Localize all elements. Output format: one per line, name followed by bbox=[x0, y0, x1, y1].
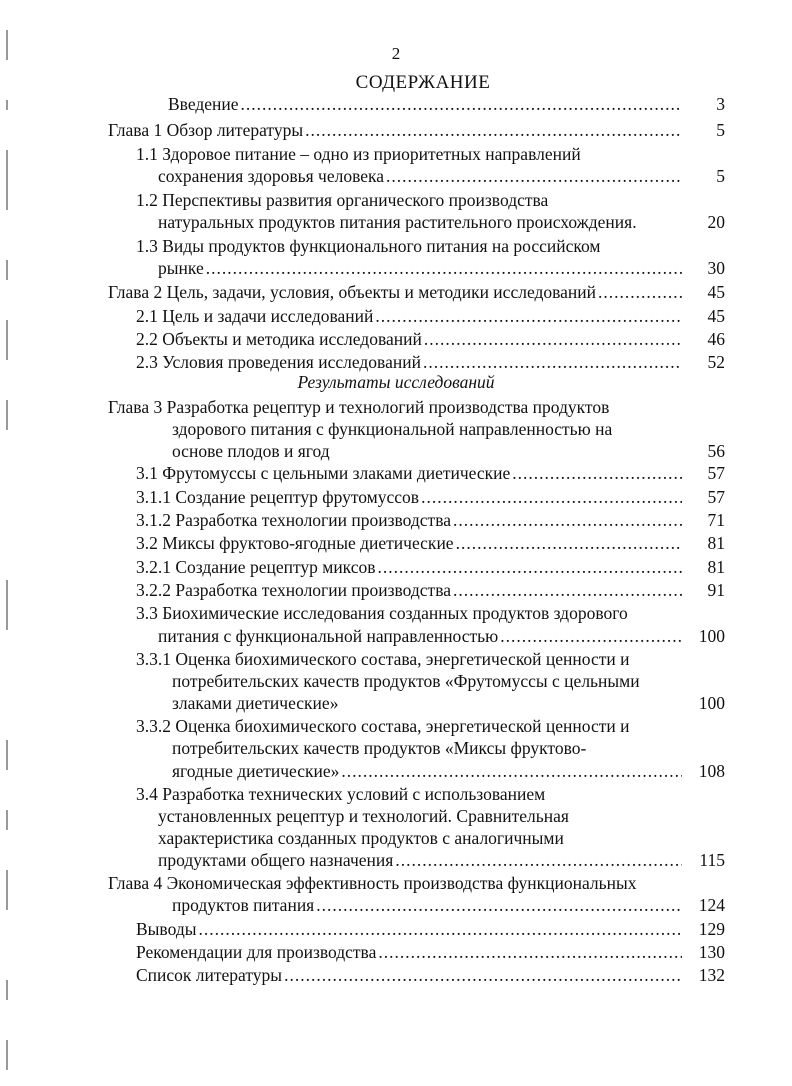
toc-entry-3-3-2 bbox=[172, 760, 684, 782]
toc-entry-chapter-1 bbox=[108, 119, 684, 141]
toc-entry-intro bbox=[168, 93, 684, 115]
toc-entry-text: сохранения здоровья человека bbox=[158, 166, 385, 186]
toc-entry-3-1-1 bbox=[136, 486, 684, 508]
toc-entry-2-2 bbox=[136, 328, 684, 350]
toc-entry-conclusions bbox=[136, 918, 684, 940]
leader-dots bbox=[395, 849, 682, 871]
toc-page-number: 57 bbox=[707, 487, 725, 507]
toc-page-number: 5 bbox=[716, 166, 725, 186]
toc-entry-text: 3.2.1 Создание рецептур миксов bbox=[136, 557, 376, 577]
toc-page-number: 115 bbox=[699, 850, 725, 870]
toc-entry-text: злаками диетические» bbox=[172, 693, 339, 713]
toc-page-number: 81 bbox=[707, 557, 725, 577]
leader-dots bbox=[386, 165, 682, 187]
toc-page-number: 100 bbox=[698, 693, 725, 713]
leader-dots bbox=[423, 351, 682, 373]
toc-entry-line: Глава 3 Разработка рецептур и технологий производства продуктов bbox=[108, 397, 610, 417]
toc-entry-1-2 bbox=[158, 211, 684, 233]
section-heading-results: Результаты исследований bbox=[297, 372, 495, 392]
toc-entry-text: 3.2.2 Разработка технологии производства bbox=[136, 580, 451, 600]
leader-dots bbox=[241, 93, 682, 115]
leader-dots bbox=[378, 941, 682, 963]
toc-entry-line: 3.3.1 Оценка биохимического состава, энергетической ценности и bbox=[136, 649, 630, 669]
leader-dots bbox=[284, 964, 682, 986]
page-number: 2 bbox=[391, 44, 401, 63]
toc-page-number: 30 bbox=[707, 258, 725, 278]
scan-margin-marks bbox=[4, 20, 14, 1080]
toc-entry-3-2 bbox=[136, 532, 684, 554]
toc-page-number: 129 bbox=[698, 919, 725, 939]
toc-entry-text: 3.1.1 Создание рецептур фрутомуссов bbox=[136, 487, 420, 507]
leader-dots bbox=[598, 281, 682, 303]
page-title: СОДЕРЖАНИЕ bbox=[355, 72, 491, 93]
toc-entry-line: основе плодов и ягод bbox=[172, 441, 330, 461]
toc-page-number: 124 bbox=[698, 895, 725, 915]
toc-entry-line: потребительских качеств продуктов «Фрутомуссы с цельными bbox=[172, 671, 640, 691]
toc-entry-3-3-1 bbox=[172, 692, 684, 714]
toc-page-number: 52 bbox=[707, 352, 725, 372]
leader-dots bbox=[305, 119, 682, 141]
toc-entry-line: 3.3 Биохимические исследования созданных продуктов здорового bbox=[136, 603, 628, 623]
toc-entry-2-3 bbox=[136, 351, 684, 373]
leader-dots bbox=[500, 625, 682, 647]
toc-entry-text: 2.3 Условия проведения исследований bbox=[136, 352, 421, 372]
toc-entry-text: 3.2 Миксы фруктово-ягодные диетические bbox=[136, 533, 454, 553]
toc-page-number: 91 bbox=[707, 580, 725, 600]
toc-entry-2-1 bbox=[136, 305, 684, 327]
toc-entry-text: 2.1 Цель и задачи исследований bbox=[136, 306, 374, 326]
toc-entry-text: питания с функциональной направленностью bbox=[158, 626, 499, 646]
leader-dots bbox=[316, 894, 682, 916]
toc-entry-text: 2.2 Объекты и методика исследований bbox=[136, 329, 422, 349]
toc-entry-text: Глава 1 Обзор литературы bbox=[108, 120, 304, 140]
toc-entry-text: Глава 2 Цель, задачи, условия, объекты и методики исследований bbox=[108, 282, 597, 302]
toc-page-number: 20 bbox=[707, 212, 725, 232]
leader-dots bbox=[378, 556, 682, 578]
toc-page-number: 45 bbox=[707, 306, 725, 326]
toc-entry-1-1 bbox=[158, 165, 684, 187]
toc-entry-line: 3.3.2 Оценка биохимического состава, энергетической ценности и bbox=[136, 716, 630, 736]
toc-entry-text: 3.1 Фрутомуссы с цельными злаками диетические bbox=[136, 463, 511, 483]
toc-entry-text: рынке bbox=[158, 258, 204, 278]
toc-entry-text: Выводы bbox=[136, 919, 197, 939]
toc-entry-3-1 bbox=[136, 462, 684, 484]
toc-page-number: 46 bbox=[707, 329, 725, 349]
toc-entry-recommendations bbox=[136, 941, 684, 963]
toc-entry-line: 3.4 Разработка технических условий с использованием bbox=[136, 784, 546, 804]
toc-entry-1-3 bbox=[158, 257, 684, 279]
toc-entry-chapter-4 bbox=[172, 894, 684, 916]
toc-page-number: 71 bbox=[707, 510, 725, 530]
toc-entry-line: потребительских качеств продуктов «Миксы фруктово- bbox=[172, 738, 587, 758]
toc-entry-line: установленных рецептур и технологий. Сравнительная bbox=[158, 806, 569, 826]
toc-entry-text: продуктов питания bbox=[172, 895, 315, 915]
toc-entry-text: Введение bbox=[168, 94, 239, 114]
toc-entry-3-2-1 bbox=[136, 556, 684, 578]
leader-dots bbox=[375, 305, 682, 327]
toc-page-number: 81 bbox=[707, 533, 725, 553]
leader-dots bbox=[206, 257, 682, 279]
toc-entry-text: Рекомендации для производства bbox=[136, 942, 377, 962]
toc-entry-text: продуктами общего назначения bbox=[158, 850, 394, 870]
toc-entry-text: натуральных продуктов питания растительного происхождения. bbox=[158, 212, 637, 232]
toc-entry-3-3 bbox=[158, 625, 684, 647]
toc-page-number: 3 bbox=[716, 94, 725, 114]
leader-dots bbox=[456, 532, 682, 554]
leader-dots bbox=[424, 328, 682, 350]
toc-entry-3-4 bbox=[158, 849, 684, 871]
toc-entry-line: здорового питания с функциональной направленностью на bbox=[172, 419, 613, 439]
toc-entry-line: 1.2 Перспективы развития органического производства bbox=[136, 190, 549, 210]
toc-page-number: 45 bbox=[707, 282, 725, 302]
leader-dots bbox=[453, 509, 682, 531]
toc-entry-text: 3.1.2 Разработка технологии производства bbox=[136, 510, 451, 530]
leader-dots bbox=[453, 579, 682, 601]
toc-entry-references bbox=[136, 964, 684, 986]
toc-page-number: 56 bbox=[707, 441, 725, 461]
leader-dots bbox=[341, 760, 682, 782]
toc-page-number: 5 bbox=[716, 120, 725, 140]
toc-entry-chapter-2 bbox=[108, 281, 684, 303]
leader-dots bbox=[421, 486, 682, 508]
toc-page-number: 57 bbox=[707, 463, 725, 483]
toc-page-number: 100 bbox=[698, 626, 725, 646]
toc-entry-3-1-2 bbox=[136, 509, 684, 531]
toc-entry-line: характеристика созданных продуктов с аналогичными bbox=[158, 828, 564, 848]
toc-entry-line: 1.1 Здоровое питание – одно из приоритетных направлений bbox=[136, 144, 581, 164]
toc-entry-line: 1.3 Виды продуктов функционального питания на российском bbox=[136, 236, 601, 256]
toc-entry-3-2-2 bbox=[136, 579, 684, 601]
toc-page-number: 132 bbox=[698, 965, 725, 985]
leader-dots bbox=[512, 462, 682, 484]
leader-dots bbox=[198, 918, 682, 940]
toc-page-number: 108 bbox=[698, 761, 725, 781]
toc-page-number: 130 bbox=[698, 942, 725, 962]
toc-entry-line: Глава 4 Экономическая эффективность производства функциональных bbox=[108, 873, 637, 893]
toc-entry-text: Список литературы bbox=[136, 965, 283, 985]
toc-entry-text: ягодные диетические» bbox=[172, 761, 340, 781]
